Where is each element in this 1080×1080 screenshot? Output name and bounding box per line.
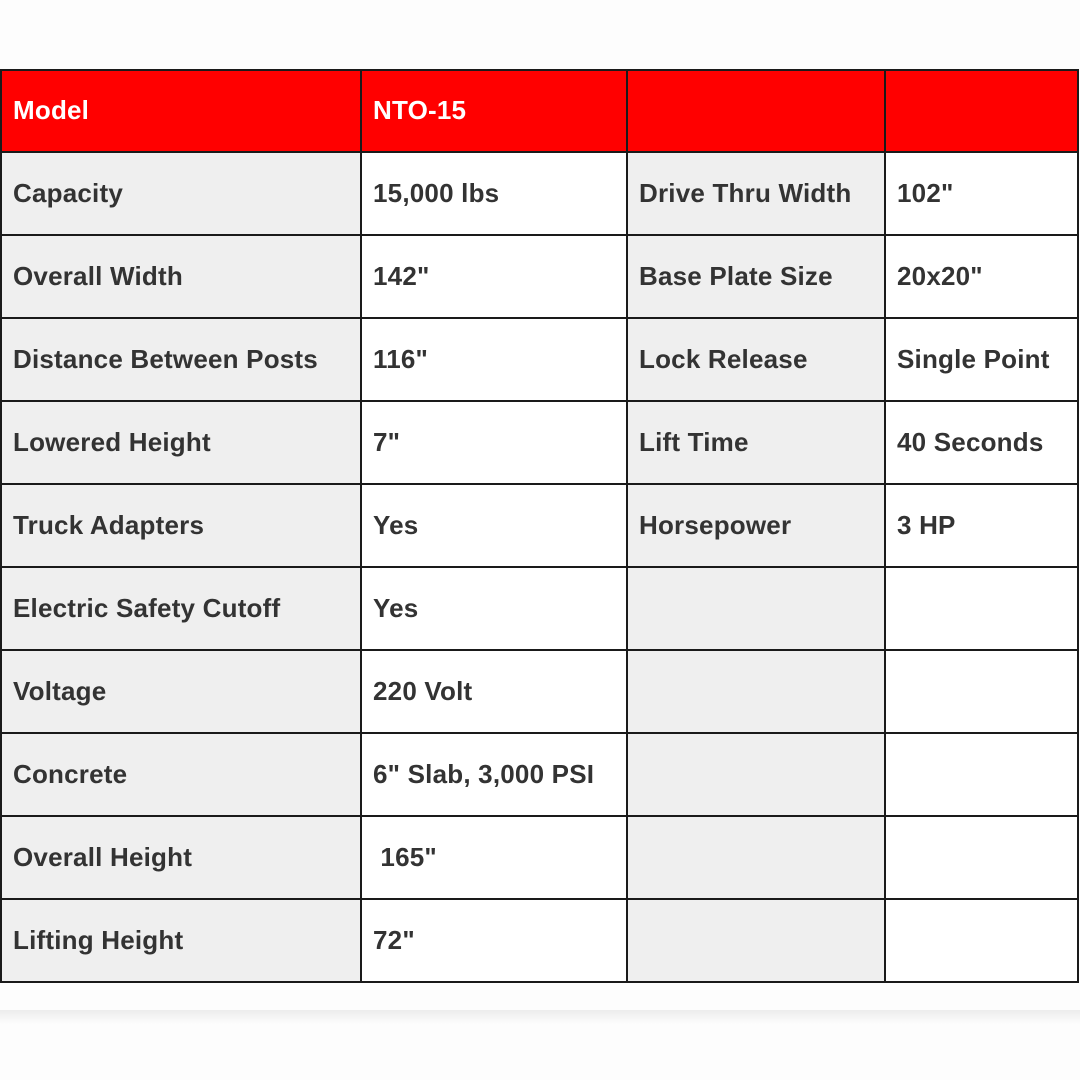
- empty-value-cell: [885, 650, 1078, 733]
- spec-value-cell: 40 Seconds: [885, 401, 1078, 484]
- spec-label-cell: Overall Height: [1, 816, 361, 899]
- spec-label-cell: Concrete: [1, 733, 361, 816]
- spec-value-cell: 20x20": [885, 235, 1078, 318]
- header-label-cell: Model: [1, 70, 361, 152]
- empty-value-cell: [885, 733, 1078, 816]
- spec-label-cell: Horsepower: [627, 484, 885, 567]
- spec-label-cell: Base Plate Size: [627, 235, 885, 318]
- table-row: [1, 484, 1078, 567]
- spec-value-cell: 220 Volt: [361, 650, 627, 733]
- spec-label-cell: Capacity: [1, 152, 361, 235]
- spec-value-cell: 7": [361, 401, 627, 484]
- header-empty-cell: [627, 70, 885, 152]
- table-row: [1, 650, 1078, 733]
- spec-label-cell: Overall Width: [1, 235, 361, 318]
- spec-value-cell: 142": [361, 235, 627, 318]
- spec-value-cell: 72": [361, 899, 627, 982]
- specifications-table: [0, 69, 1079, 983]
- spec-label-cell: Drive Thru Width: [627, 152, 885, 235]
- header-empty-cell: [885, 70, 1078, 152]
- empty-value-cell: [885, 567, 1078, 650]
- spec-label-cell: Truck Adapters: [1, 484, 361, 567]
- table-row: [1, 318, 1078, 401]
- spec-value-cell: 116": [361, 318, 627, 401]
- spec-label-cell: Electric Safety Cutoff: [1, 567, 361, 650]
- spec-label-cell: Lowered Height: [1, 401, 361, 484]
- empty-label-cell: [627, 567, 885, 650]
- spec-value-cell: Yes: [361, 567, 627, 650]
- empty-label-cell: [627, 816, 885, 899]
- table-row: [1, 567, 1078, 650]
- empty-value-cell: [885, 816, 1078, 899]
- spec-value-cell: 6" Slab, 3,000 PSI: [361, 733, 627, 816]
- table-row: [1, 733, 1078, 816]
- spec-label-cell: Lift Time: [627, 401, 885, 484]
- table-row: [1, 401, 1078, 484]
- table-row: [1, 152, 1078, 235]
- empty-label-cell: [627, 650, 885, 733]
- empty-label-cell: [627, 733, 885, 816]
- spec-label-cell: Lock Release: [627, 318, 885, 401]
- table-row: [1, 235, 1078, 318]
- spec-value-cell: 3 HP: [885, 484, 1078, 567]
- table-row: [1, 816, 1078, 899]
- empty-label-cell: [627, 899, 885, 982]
- spec-value-cell: 165": [361, 816, 627, 899]
- spec-value-cell: Single Point: [885, 318, 1078, 401]
- header-model-value-cell: NTO-15: [361, 70, 627, 152]
- spec-value-cell: 102": [885, 152, 1078, 235]
- spec-value-cell: 15,000 lbs: [361, 152, 627, 235]
- table-bottom-shadow: [0, 1010, 1080, 1024]
- table-row: [1, 899, 1078, 982]
- spec-label-cell: Lifting Height: [1, 899, 361, 982]
- spec-label-cell: Voltage: [1, 650, 361, 733]
- spec-label-cell: Distance Between Posts: [1, 318, 361, 401]
- empty-value-cell: [885, 899, 1078, 982]
- spec-value-cell: Yes: [361, 484, 627, 567]
- table-header-row: [1, 70, 1078, 152]
